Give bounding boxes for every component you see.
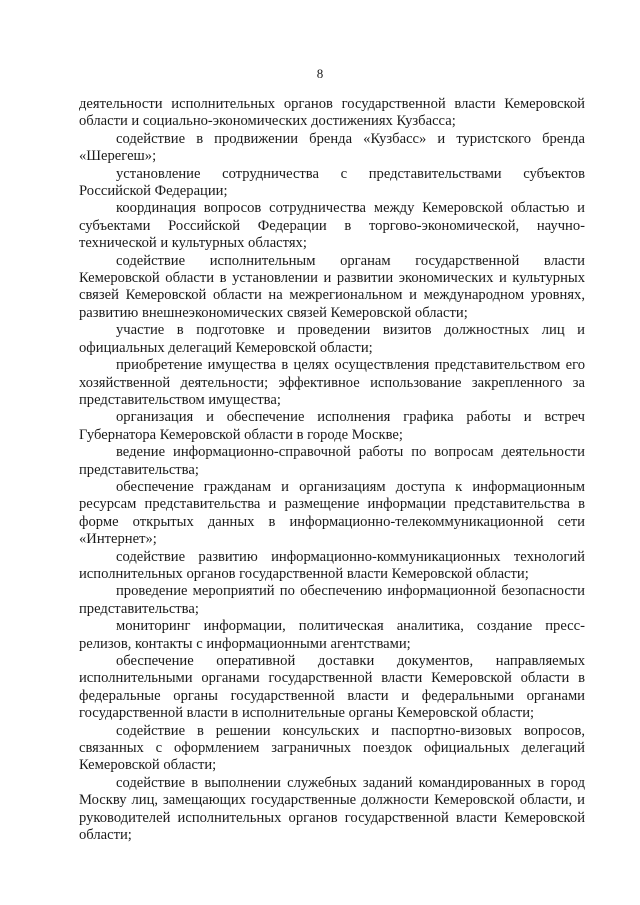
paragraph-property: приобретение имущества в целях осуществления представительством его хозяйственной деятельности; эффективное использование закрепленного за представительством имущества; [79, 357, 585, 408]
paragraph-information-security: проведение мероприятий по обеспечению информационной безопасности представительства; [79, 583, 585, 617]
paragraph-ict-development: содействие развитию информационно-коммуникационных технологий исполнительных органов государственной власти Кемеровской области; [79, 548, 585, 582]
paragraph-governor-schedule: организация и обеспечение исполнения графика работы и встреч Губернатора Кемеровской области в городе Москве; [79, 409, 585, 443]
paragraph-document-delivery: обеспечение оперативной доставки документов, направляемых исполнительными органами государственной власти Кемеровской области в федеральные органы государственной власти и федеральными органами государственной власти в исполнительные органы Кемеровской области; [79, 653, 585, 722]
paragraph-business-trips: содействие в выполнении служебных заданий командированных в город Москву лиц, замещающих государственные должности Кемеровской области, и руководителей исполнительных органов государственной власти Кемеровской области; [79, 774, 585, 844]
paragraph-monitoring: мониторинг информации, политическая аналитика, создание пресс-релизов, контакты с информационными агентствами; [79, 618, 585, 652]
paragraph-brand-promotion: содействие в продвижении бренда «Кузбасс» и туристского бренда «Шерегеш»; [79, 130, 585, 165]
document-body [79, 96, 585, 844]
paragraph-coordination: координация вопросов сотрудничества между Кемеровской областью и субъектами Российской Федерации в торгово-экономической, научно-технической и культурных областях; [79, 200, 585, 252]
paragraph-continuation: деятельности исполнительных органов государственной власти Кемеровской области и социально-экономических достижениях Кузбасса; [79, 96, 585, 130]
paragraph-economic-ties: содействие исполнительным органам государственной власти Кемеровской области в установлении и развитии экономических и культурных связей Кемеровской области на межрегиональном и международном уровнях, развитию внешнеэкономических связей Кемеровской области; [79, 252, 585, 321]
paragraph-consular-issues: содействие в решении консульских и паспортно-визовых вопросов, связанных с оформлением заграничных поездок официальных делегаций Кемеровской области; [79, 722, 585, 774]
page-number: 8 [316, 66, 324, 81]
paragraph-information-access: обеспечение гражданам и организациям доступа к информационным ресурсам представительства и размещение информации представительства в форме открытых данных в информационно-телекоммуникационной сети «Интернет»; [79, 478, 585, 548]
paragraph-visits: участие в подготовке и проведении визитов должностных лиц и официальных делегаций Кемеровской области; [79, 322, 585, 356]
paragraph-reference-work: ведение информационно-справочной работы по вопросам деятельности представительства; [79, 444, 585, 478]
paragraph-cooperation-representations: установление сотрудничества с представительствами субъектов Российской Федерации; [79, 165, 585, 200]
